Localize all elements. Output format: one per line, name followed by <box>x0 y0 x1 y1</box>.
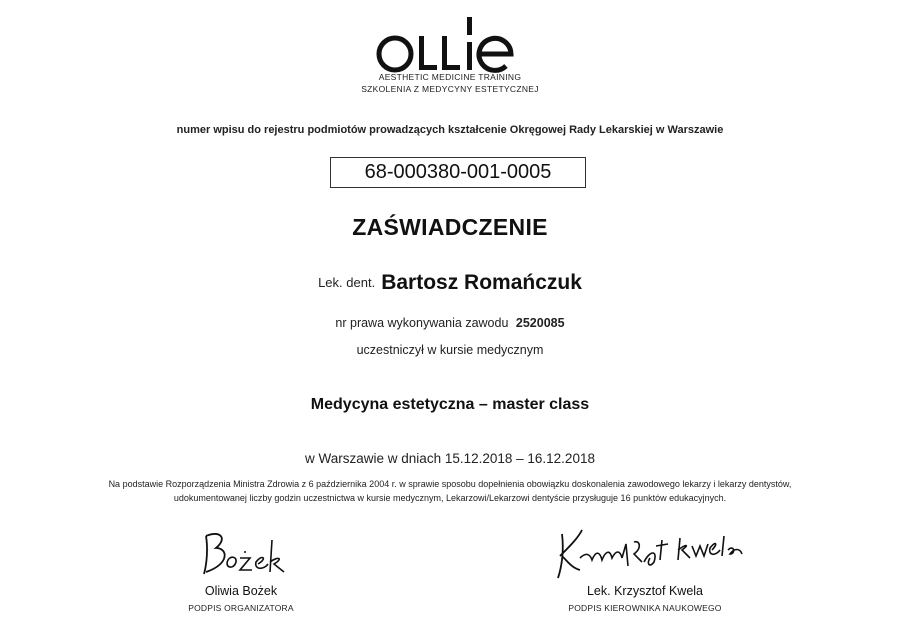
logo-tagline-english: AESTHETIC MEDICINE TRAINING <box>378 72 522 82</box>
ollie-logo-wordmark <box>375 14 525 74</box>
license-label: nr prawa wykonywania zawodu <box>335 316 509 330</box>
scientific-lead-role: PODPIS KIEROWNIKA NAUKOWEGO <box>568 603 722 613</box>
registry-label: numer wpisu do rejestru podmiotów prowadzących kształcenie Okręgowej Rady Lekarskiej w Warszawie <box>176 124 724 136</box>
legal-notice-line-2: udokumentowanej liczby godzin uczestnictwa w kursie medycznym, Lekarzowi/Lekarzowi dentyście przysługuje 16 punktów edukacyjnych. <box>173 493 727 503</box>
scientific-lead-name: Lek. Krzysztof Kwela <box>586 584 703 598</box>
legal-notice-line-1: Na podstawie Rozporządzenia Ministra Zdrowia z 6 października 2004 r. w sprawie sposobu dopełnienia obowiązku doskonalenia zawodowego lekarzy i lekarzy dentystów, <box>108 479 792 489</box>
license-number: 2520085 <box>515 316 565 330</box>
recipient-prefix: Lek. dent. <box>318 275 376 290</box>
recipient-line <box>0 271 900 295</box>
recipient-name: Bartosz Romańczuk <box>381 271 582 294</box>
organizer-handwritten-signature <box>198 528 288 578</box>
course-dates: w Warszawie w dniach 15.12.2018 – 16.12.2018 <box>305 451 595 466</box>
participation-text: uczestniczył w kursie medycznym <box>356 343 544 357</box>
scientific-lead-handwritten-signature <box>550 520 750 582</box>
organizer-name: Oliwia Bożek <box>204 584 278 598</box>
license-line <box>0 316 900 330</box>
organizer-role: PODPIS ORGANIZATORA <box>188 603 294 613</box>
logo-tagline-polish: SZKOLENIA Z MEDYCYNY ESTETYCZNEJ <box>361 84 539 94</box>
legal-notice <box>0 477 900 505</box>
registry-number: 68-000380-001-0005 <box>364 161 552 183</box>
certificate-title: ZAŚWIADCZENIE <box>352 214 548 240</box>
registry-number-box <box>330 157 586 188</box>
course-title: Medycyna estetyczna – master class <box>310 396 590 413</box>
